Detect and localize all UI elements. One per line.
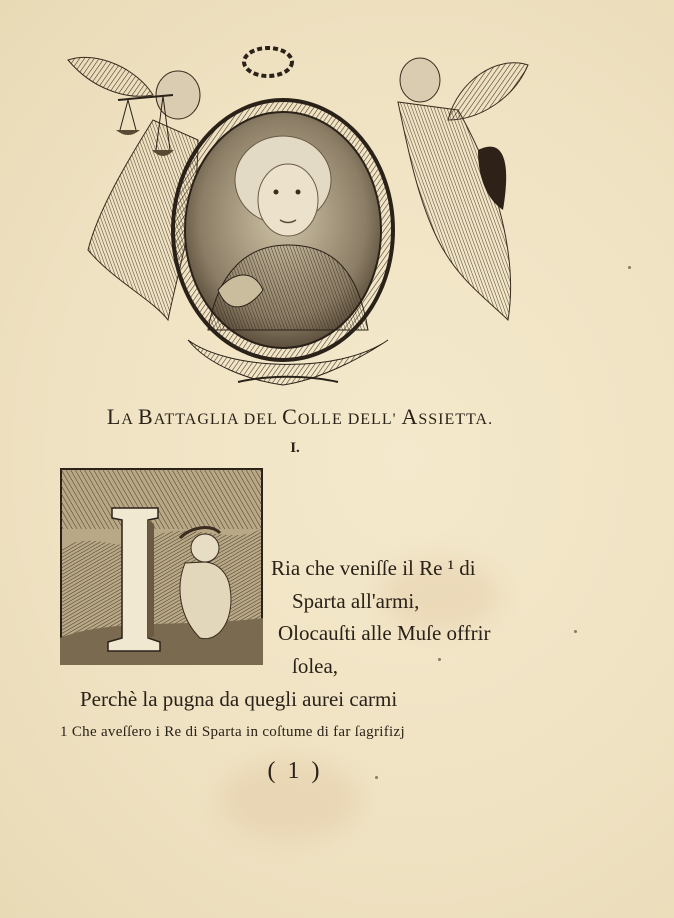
title-smallcaps: SSIETTA. bbox=[418, 411, 494, 428]
verse-line-3: Olocauſti alle Muſe offrir bbox=[278, 621, 491, 645]
title-capital: B bbox=[138, 404, 154, 429]
paper-speck bbox=[438, 658, 441, 661]
paper-speck bbox=[375, 776, 378, 779]
verse-line-2: Sparta all'armi, bbox=[292, 589, 420, 613]
decorated-initial bbox=[60, 468, 263, 665]
paper-speck bbox=[628, 266, 631, 269]
title-smallcaps: ATTAGLIA DEL bbox=[153, 411, 283, 428]
paper-speck bbox=[574, 630, 577, 633]
footnote: 1 Che aveſſero i Re di Sparta in coſtume di far ſagrifizj bbox=[60, 724, 405, 740]
title-smallcaps: OLLE DELL' bbox=[297, 411, 402, 428]
verse-line-4: ſolea, bbox=[292, 654, 339, 678]
title-smallcaps: A bbox=[121, 411, 139, 428]
stanza-number: I. bbox=[290, 440, 300, 456]
title-capital: L bbox=[106, 404, 122, 429]
title-capital: C bbox=[282, 404, 298, 429]
verse-line-5: Perchè la pugna da quegli aurei carmi bbox=[80, 687, 398, 711]
page-number: ( 1 ) bbox=[267, 758, 323, 784]
verse-line-1: Ria che veniſſe il Re ¹ di bbox=[271, 556, 476, 580]
title-capital: A bbox=[401, 404, 419, 429]
poem-title bbox=[60, 404, 540, 430]
engraved-portrait-vignette bbox=[58, 40, 533, 392]
